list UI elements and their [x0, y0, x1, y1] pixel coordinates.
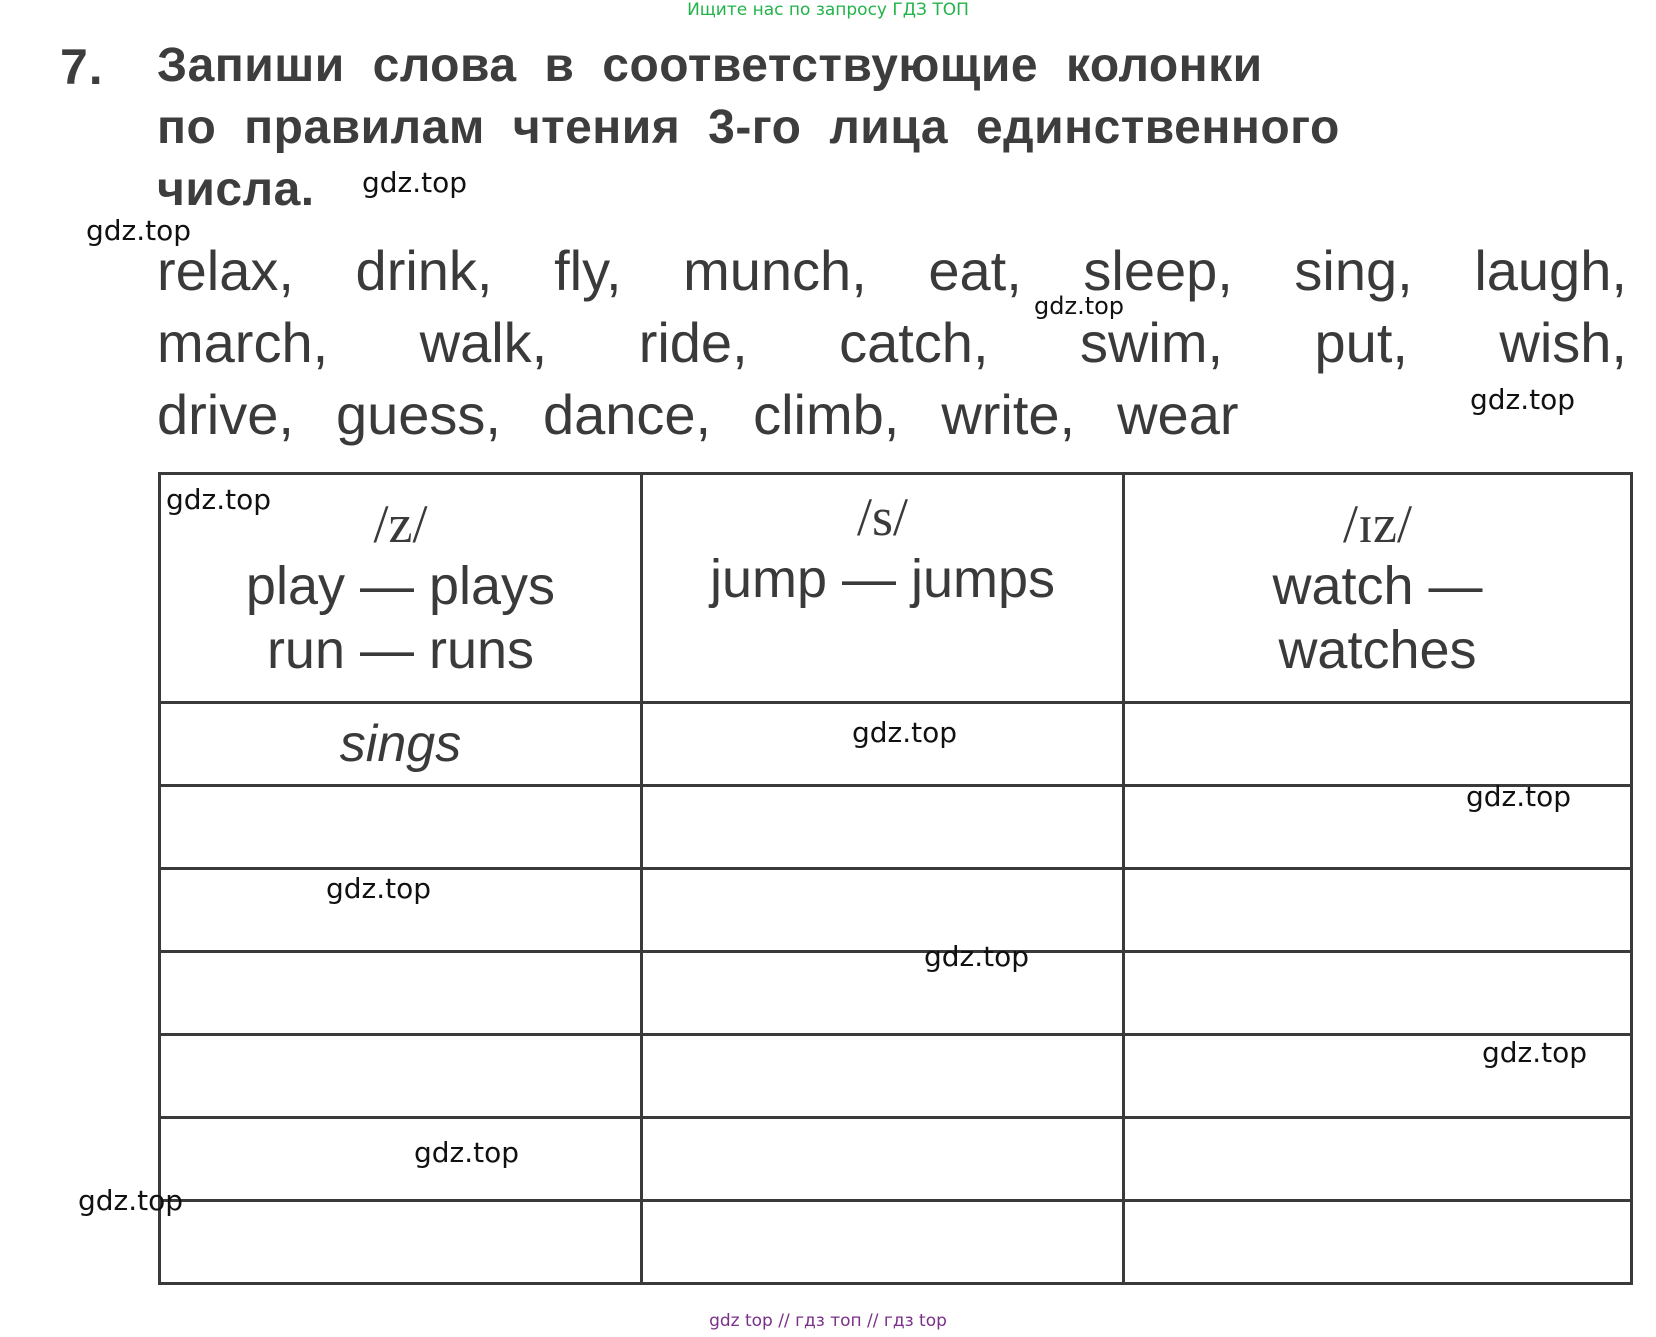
task-instruction-line-2: по правилам чтения 3-го лица единственного — [157, 101, 1340, 154]
word: ride, — [638, 311, 748, 374]
word: march, — [157, 311, 329, 374]
watermark: gdz.top — [1470, 383, 1576, 416]
word: swim, — [1079, 311, 1224, 374]
word: drink, — [355, 239, 493, 302]
example-line: play — plays — [245, 556, 556, 616]
watermark: gdz.top — [414, 1136, 520, 1169]
phoneme-label: /s/ — [856, 487, 909, 547]
word: fly, — [554, 239, 622, 302]
watermark: gdz.top — [1482, 1036, 1588, 1069]
example-line: watch — — [1272, 556, 1483, 616]
answer-cell[interactable] — [1124, 703, 1632, 786]
bottom-banner: gdz top // гдз топ // гдз top — [709, 1311, 947, 1331]
example-line: jump — jumps — [709, 549, 1056, 609]
word: munch, — [683, 239, 867, 302]
column-s — [642, 474, 1124, 703]
word: walk, — [419, 311, 548, 374]
watermark: gdz.top — [86, 214, 192, 247]
watermark: gdz.top — [924, 940, 1030, 973]
word: eat, — [928, 239, 1022, 302]
answer-cell[interactable] — [1124, 952, 1632, 1035]
word: relax, — [157, 239, 294, 302]
task-instruction-line-3: числа. — [157, 163, 315, 216]
answer-cell[interactable] — [160, 952, 642, 1035]
phoneme-label: /z/ — [373, 494, 428, 554]
word-list-line-1 — [157, 238, 1627, 303]
answer-cell[interactable] — [160, 1201, 642, 1284]
word: climb, — [753, 383, 900, 446]
watermark: gdz.top — [1466, 780, 1572, 813]
phoneme-label: /ɪz/ — [1343, 494, 1412, 554]
answer-cell[interactable] — [642, 1201, 1124, 1284]
table-row — [160, 1035, 1632, 1118]
table-row — [160, 952, 1632, 1035]
watermark: gdz.top — [362, 166, 468, 199]
answer-cell[interactable] — [642, 869, 1124, 952]
word-list-line-3 — [157, 382, 1239, 447]
answer-cell[interactable] — [160, 1035, 642, 1118]
word: wear — [1117, 383, 1239, 446]
answer-cell[interactable] — [1124, 1118, 1632, 1201]
answer-cell[interactable] — [1124, 1201, 1632, 1284]
answer-text: sings — [339, 715, 462, 773]
word: wish, — [1499, 311, 1627, 374]
word: sing, — [1294, 239, 1413, 302]
watermark: gdz.top — [78, 1184, 184, 1217]
word: sleep, — [1083, 239, 1233, 302]
word: laugh, — [1474, 239, 1627, 302]
task-instruction-line-1: Запиши слова в соответствующие колонки — [157, 39, 1263, 92]
top-banner: Ищите нас по запросу ГДЗ ТОП — [687, 0, 969, 20]
word: put, — [1314, 311, 1408, 374]
watermark: gdz.top — [852, 716, 958, 749]
watermark: gdz.top — [166, 483, 272, 516]
answer-cell[interactable] — [642, 1035, 1124, 1118]
word: write, — [941, 383, 1076, 446]
example-line: watches — [1278, 620, 1477, 680]
word: drive, — [157, 383, 294, 446]
answer-cell[interactable] — [642, 1118, 1124, 1201]
table-header-row — [160, 474, 1632, 703]
word: guess, — [335, 383, 501, 446]
word: dance, — [542, 383, 712, 446]
watermark: gdz.top — [1034, 292, 1125, 320]
column-iz — [1124, 474, 1632, 703]
table-row — [160, 1118, 1632, 1201]
word-list-line-2 — [157, 310, 1627, 375]
answer-cell[interactable] — [642, 952, 1124, 1035]
answer-cell[interactable] — [642, 786, 1124, 869]
answer-cell[interactable] — [160, 786, 642, 869]
watermark: gdz.top — [326, 872, 432, 905]
table-row — [160, 786, 1632, 869]
table-row — [160, 1201, 1632, 1284]
example-line: run — runs — [266, 620, 535, 680]
answer-cell[interactable] — [160, 703, 642, 786]
answer-cell[interactable] — [1124, 869, 1632, 952]
answer-cell[interactable] — [160, 1118, 642, 1201]
task-number: 7. — [60, 39, 104, 95]
word: catch, — [839, 311, 989, 374]
